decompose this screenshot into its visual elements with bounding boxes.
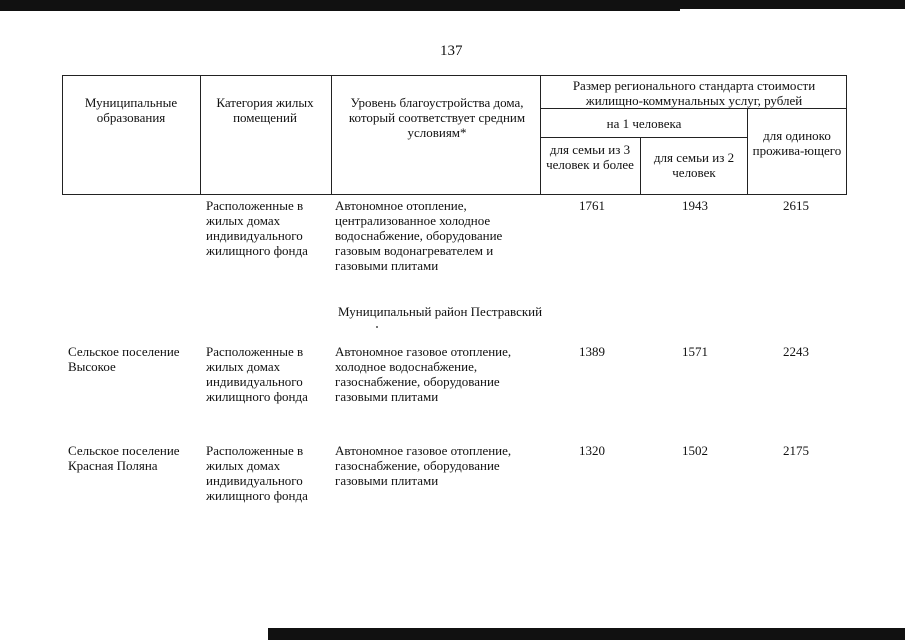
header-cost-group: Размер регионального стандарта стоимости жилищно-коммунальных услуг, рублей	[572, 78, 816, 108]
row2-category: Расположенные в жилых домах индивидуального жилищного фонда	[206, 344, 308, 404]
row2-value-2: 1571	[682, 344, 708, 359]
row1-category: Расположенные в жилых домах индивидуального жилищного фонда	[206, 198, 308, 258]
row3-municipality: Сельское поселение Красная Поляна	[68, 443, 180, 473]
row3-level: Автономное газовое отопление, газоснабжение, оборудование газовыми плитами	[335, 443, 512, 488]
header-top-border	[62, 75, 847, 76]
row1-value-single: 2615	[783, 198, 809, 213]
header-family-2: для семьи из 2 человек	[653, 150, 735, 180]
row1-value-3plus: 1761	[579, 198, 605, 213]
scan-border-top-line	[0, 9, 680, 11]
header-family-3plus: для семьи из 3 человек и более	[546, 142, 634, 172]
header-vline-3	[540, 75, 541, 195]
header-vline-2	[331, 75, 332, 195]
header-vline-5	[747, 108, 748, 195]
row1-level: Автономное отопление, централизованное холодное водоснабжение, оборудование газовым водонагревателем и газовыми плитами	[335, 198, 503, 273]
scan-speck	[376, 326, 378, 328]
header-subgroup-divider	[540, 137, 747, 138]
header-category: Категория жилых помещений	[216, 95, 314, 125]
header-vline-1	[200, 75, 201, 195]
row1-value-2: 1943	[682, 198, 708, 213]
row3-value-3plus: 1320	[579, 443, 605, 458]
header-vline-6	[846, 75, 847, 195]
scan-border-bottom	[268, 628, 905, 640]
header-single: для одиноко прожива-ющего	[752, 128, 842, 158]
scan-border-top	[0, 0, 905, 9]
header-municipality: Муниципальные образования	[84, 95, 178, 125]
header-level: Уровень благоустройства дома, который соответствует средним условиям*	[348, 95, 526, 140]
row2-value-3plus: 1389	[579, 344, 605, 359]
row3-value-single: 2175	[783, 443, 809, 458]
header-vline-4	[640, 137, 641, 195]
row3-value-2: 1502	[682, 443, 708, 458]
row2-value-single: 2243	[783, 344, 809, 359]
header-bottom-border	[62, 194, 847, 195]
row2-municipality: Сельское поселение Высокое	[68, 344, 180, 374]
row2-level: Автономное газовое отопление, холодное водоснабжение, газоснабжение, оборудование газовыми плитами	[335, 344, 512, 404]
section-title: Муниципальный район Пестравский	[338, 304, 543, 319]
header-vline-0	[62, 75, 63, 195]
row3-category: Расположенные в жилых домах индивидуального жилищного фонда	[206, 443, 308, 503]
header-group-divider	[540, 108, 847, 109]
header-per-person: на 1 человека	[606, 116, 682, 131]
page-number: 137	[440, 43, 463, 59]
